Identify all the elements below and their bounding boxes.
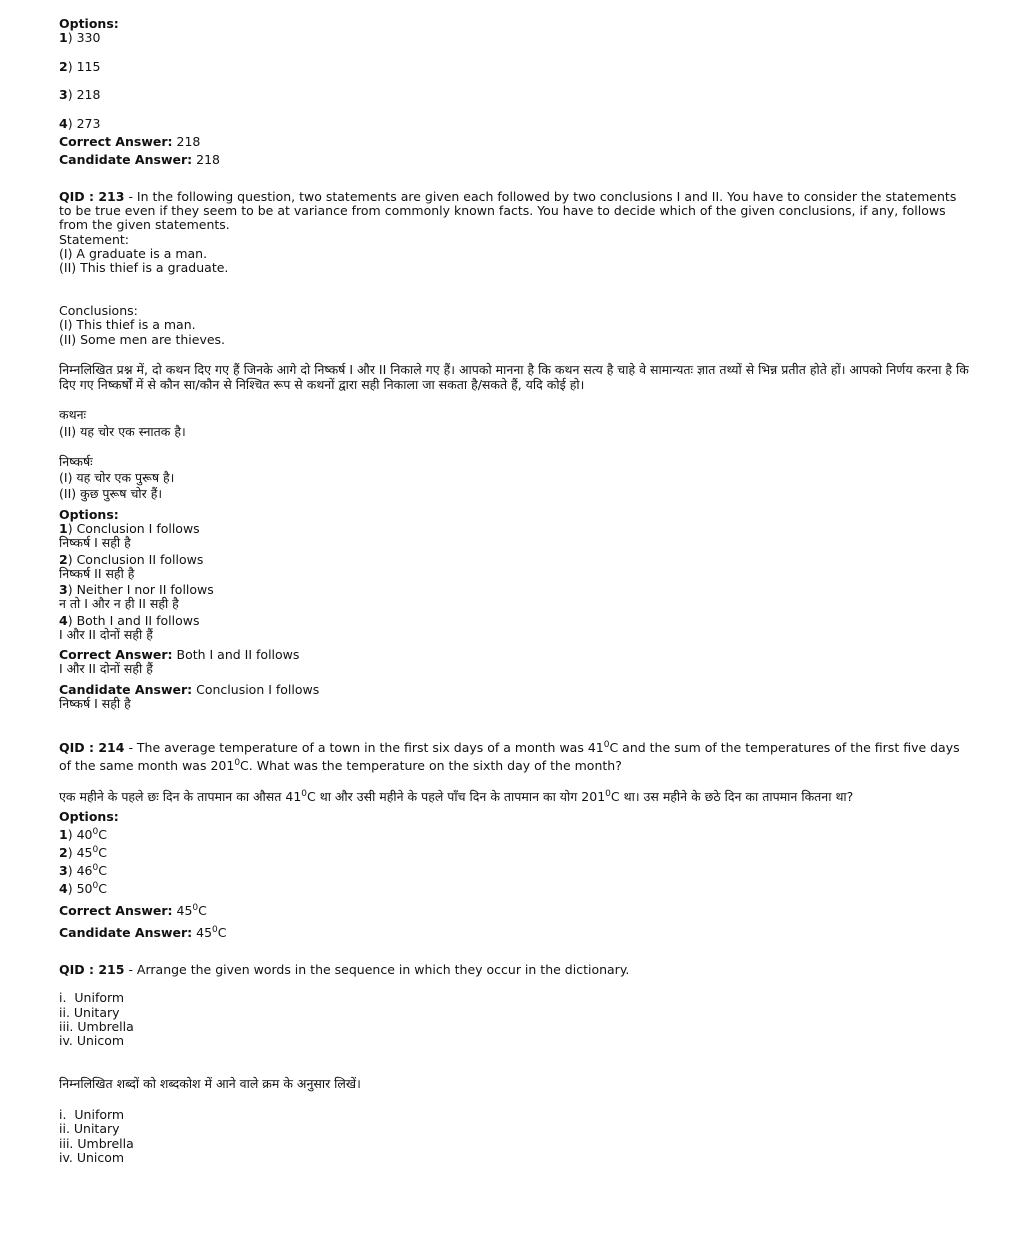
q215-word-hi-3: iii. Umbrella <box>59 1136 134 1151</box>
q215-word-hi-1: i. Uniform <box>59 1107 125 1122</box>
q214-question-hi: एक महीने के पहले छः दिन के तापमान का औसत $41^0C$ था और उसी महीने के पहले पाँच दिन के तापमान का योग $201^0C$ था। उस महीने के छठे दिन का तापमान कितना था? <box>59 788 854 804</box>
q212-option-3: 3) 218 <box>59 87 101 102</box>
q213-correct-answer: Correct Answer: Both I and II follows I और II दोनों सही हैं <box>59 647 300 676</box>
q214-correct-answer: Correct Answer: $45^0C$ <box>59 902 207 918</box>
q214-question-en: QID : 214 - The average temperature of a town in the first six days of a month was $41^0C$ and the sum of the temperatures of the first five days of the same month was $201^0C$. What was the temperature on the sixth day of the month? <box>59 739 960 773</box>
q213-statement-en-1: (I) A graduate is a man. <box>59 246 208 261</box>
q212-correct-answer: Correct Answer: 218 <box>59 134 201 149</box>
q214-option-3: 3) $46^0C$ <box>59 862 107 878</box>
q212-option-4: 4) 273 <box>59 116 101 131</box>
q213-option-1: 1) Conclusion I follows निष्कर्ष I सही है <box>59 521 200 550</box>
q213-conclusions-label-en: Conclusions: <box>59 303 138 318</box>
q212-candidate-answer: Candidate Answer: 218 <box>59 152 220 167</box>
q213-conclusion-hi-2: (II) कुछ पुरूष चोर हैं। <box>59 486 163 501</box>
q215-question-en: QID : 215 - Arrange the given words in the sequence in which they occur in the dictionary. <box>59 962 630 977</box>
q213-question-hi: निम्नलिखित प्रश्न में, दो कथन दिए गए हैं जिनके आगे दो निष्कर्ष I और II निकाले गए हैं। आपको मानना है कि कथन सत्य है चाहे वे सामान्यतः ज्ञात तथ्यों से भिन्न प्रतीत होते हों। आपको निर्णय करना है कि दिए गए निष्कर्षों में से कौन सा/कौन से निश्चित रूप से कथनों द्वारा सही निकाला जा सकता है/सकते हैं, यदि कोई हो। <box>59 362 969 392</box>
q213-option-4: 4) Both I and II follows I और II दोनों सही हैं <box>59 613 200 642</box>
q213-statement-en-2: (II) This thief is a graduate. <box>59 260 229 275</box>
q213-options-label: Options: <box>59 507 119 522</box>
q212-options-label: Options: <box>59 16 119 31</box>
q215-word-en-4: iv. Unicom <box>59 1033 125 1048</box>
q213-statement-label-en: Statement: <box>59 232 129 247</box>
q213-option-2: 2) Conclusion II follows निष्कर्ष II सही है <box>59 552 204 581</box>
q212-option-1: 1) 330 <box>59 30 101 45</box>
q213-statement-label-hi: कथनः <box>59 407 87 422</box>
q214-candidate-answer: Candidate Answer: $45^0C$ <box>59 924 227 940</box>
q214-options-label: Options: <box>59 809 119 824</box>
q215-word-en-1: i. Uniform <box>59 990 125 1005</box>
q213-conclusion-en-1: (I) This thief is a man. <box>59 317 196 332</box>
q215-word-hi-4: iv. Unicom <box>59 1150 125 1165</box>
q213-conclusions-label-hi: निष्कर्षः <box>59 454 93 469</box>
q215-word-hi-2: ii. Unitary <box>59 1121 120 1136</box>
q213-question-en: QID : 213 - In the following question, two statements are given each followed by two conclusions I and II. You have to consider the statements to be true even if they seem to be at variance from commonly known facts. You have to decide which of the given conclusions, if any, follows from the given statements. <box>59 189 957 232</box>
q212-option-2: 2) 115 <box>59 59 101 74</box>
q214-option-4: 4) $50^0C$ <box>59 880 107 896</box>
q214-option-1: 1) $40^0C$ <box>59 826 107 842</box>
q215-word-en-2: ii. Unitary <box>59 1005 120 1020</box>
q215-question-hi: निम्नलिखित शब्दों को शब्दकोश में आने वाले क्रम के अनुसार लिखें। <box>59 1076 361 1091</box>
q213-conclusion-hi-1: (I) यह चोर एक पुरूष है। <box>59 470 175 485</box>
q213-conclusion-en-2: (II) Some men are thieves. <box>59 332 226 347</box>
q213-candidate-answer: Candidate Answer: Conclusion I follows निष्कर्ष I सही है <box>59 682 320 711</box>
q214-option-2: 2) $45^0C$ <box>59 844 107 860</box>
q213-statement-hi-1: (II) यह चोर एक स्नातक है। <box>59 424 186 439</box>
q215-word-en-3: iii. Umbrella <box>59 1019 134 1034</box>
q213-option-3: 3) Neither I nor II follows न तो I और न ही II सही है <box>59 582 214 611</box>
